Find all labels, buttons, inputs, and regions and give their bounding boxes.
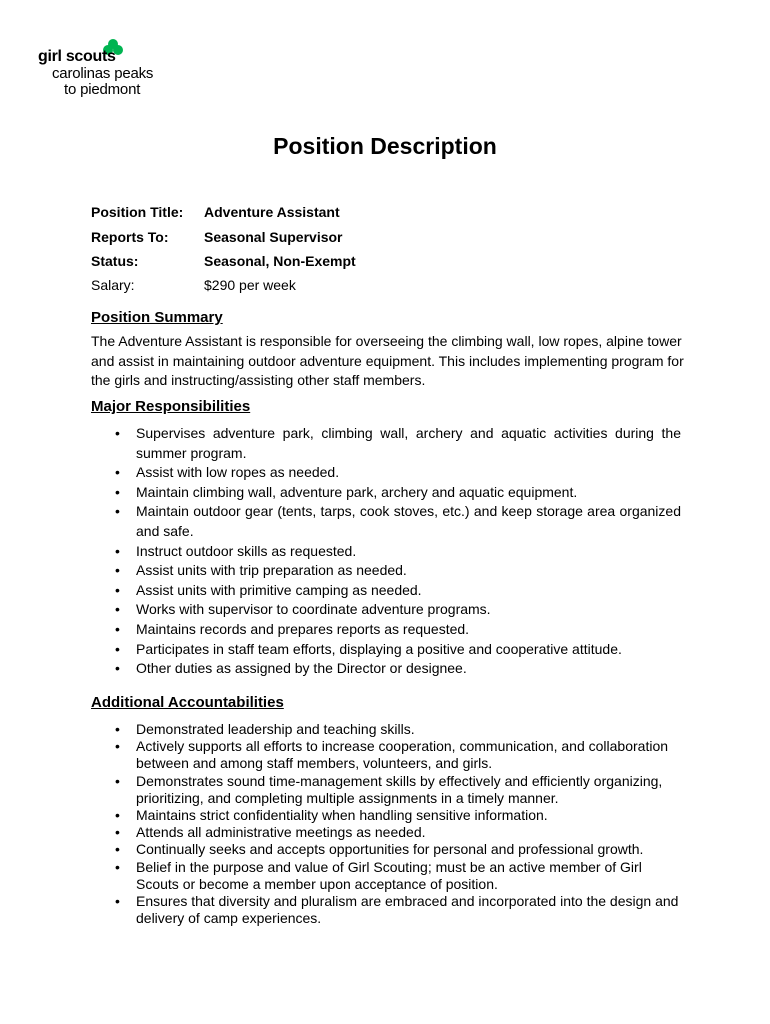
list-item [91, 424, 681, 463]
logo-text-line2: carolinas peaks [52, 65, 154, 82]
bullet-icon: • [115, 841, 120, 858]
list-item [91, 841, 681, 858]
bullet-icon: • [115, 721, 120, 737]
logo-text-line1: girl scouts [38, 48, 116, 65]
list-item-text: Demonstrated leadership and teaching skills. [136, 721, 415, 737]
reports-to-value: Seasonal Supervisor [204, 229, 343, 245]
girl-scouts-logo [38, 38, 178, 100]
bullet-icon: • [115, 807, 120, 824]
list-item-text: Instruct outdoor skills as requested. [136, 542, 357, 559]
list-item [91, 463, 681, 483]
bullet-icon: • [115, 640, 120, 657]
additional-accountabilities-list [91, 721, 681, 927]
list-item [91, 824, 681, 841]
bullet-icon: • [115, 425, 120, 441]
additional-accountabilities-heading: Additional Accountabilities [91, 694, 284, 711]
bullet-icon: • [115, 893, 120, 910]
list-item [91, 659, 681, 679]
bullet-icon: • [115, 503, 120, 520]
salary-value: $290 per week [204, 277, 296, 293]
list-item [91, 738, 681, 772]
list-item-text: Continually seeks and accepts opportunities for personal and professional growth. [136, 841, 644, 858]
list-item-text: Maintains records and prepares reports as requested. [136, 620, 470, 637]
list-item-text: Maintain outdoor gear (tents, tarps, cook stoves, etc.) and keep storage area organized and safe. [136, 503, 681, 539]
major-responsibilities-heading: Major Responsibilities [91, 398, 251, 415]
list-item-text: Assist units with trip preparation as needed. [136, 562, 407, 579]
list-item-text: Demonstrates sound time-management skills by effectively and efficiently organizing, prioritizing, and completing multiple assignments in a timely manner. [136, 772, 663, 806]
list-item-text: Maintain climbing wall, adventure park, archery and aquatic equipment. [136, 483, 578, 500]
bullet-icon: • [115, 660, 120, 677]
bullet-icon: • [115, 824, 120, 841]
position-summary-text: The Adventure Assistant is responsible for overseeing the climbing wall, low ropes, alpine tower and assist in maintaining outdoor adventure equipment. This includes implementing program for the girls and instructing/assisting other staff members. [91, 333, 684, 388]
list-item-text: Other duties as assigned by the Director or designee. [136, 660, 467, 677]
list-item-text: Maintains strict confidentiality when handling sensitive information. [136, 807, 548, 824]
list-item-text: Supervises adventure park, climbing wall, archery and aquatic activities during the summer program. [136, 425, 681, 461]
bullet-icon: • [115, 542, 120, 559]
status-label: Status: [91, 253, 139, 269]
list-item-text: Actively supports all efforts to increase cooperation, communication, and collaboration between and among staff members, volunteers, and girls. [136, 738, 669, 772]
list-item [91, 773, 681, 807]
status-value: Seasonal, Non-Exempt [204, 253, 356, 269]
list-item-text: Belief in the purpose and value of Girl Scouting; must be an active member of Girl Scouts or become a member upon acceptance of position. [136, 858, 642, 892]
list-item-text: Participates in staff team efforts, displaying a positive and cooperative attitude. [136, 640, 622, 657]
bullet-icon: • [115, 562, 120, 579]
list-item [91, 859, 681, 893]
bullet-icon: • [115, 738, 120, 755]
page-title: Position Description [273, 133, 497, 159]
list-item-text: Assist with low ropes as needed. [136, 464, 340, 481]
list-item-text: Attends all administrative meetings as needed. [136, 824, 426, 841]
major-responsibilities-list [91, 424, 681, 679]
list-item [91, 620, 681, 640]
list-item [91, 721, 681, 738]
list-item [91, 600, 681, 620]
bullet-icon: • [115, 601, 120, 618]
list-item [91, 893, 681, 927]
list-item [91, 581, 681, 601]
list-item [91, 640, 681, 660]
position-title-label: Position Title: [91, 204, 184, 220]
list-item-text: Works with supervisor to coordinate adventure programs. [136, 601, 491, 618]
bullet-icon: • [115, 581, 120, 598]
bullet-icon: • [115, 772, 120, 789]
bullet-icon: • [115, 620, 120, 637]
reports-to-label: Reports To: [91, 229, 169, 245]
salary-label: Salary: [91, 277, 135, 293]
list-item-text: Assist units with primitive camping as needed. [136, 581, 422, 598]
list-item-text: Ensures that diversity and pluralism are embraced and incorporated into the design and delivery of camp experiences. [136, 893, 679, 927]
list-item [91, 542, 681, 562]
logo-text-line3: to piedmont [64, 81, 141, 98]
list-item [91, 502, 681, 541]
list-item [91, 561, 681, 581]
bullet-icon: • [115, 858, 120, 875]
list-item [91, 807, 681, 824]
position-summary-heading: Position Summary [91, 309, 223, 326]
bullet-icon: • [115, 464, 120, 481]
list-item [91, 483, 681, 503]
bullet-icon: • [115, 483, 120, 500]
position-title-value: Adventure Assistant [204, 204, 340, 220]
